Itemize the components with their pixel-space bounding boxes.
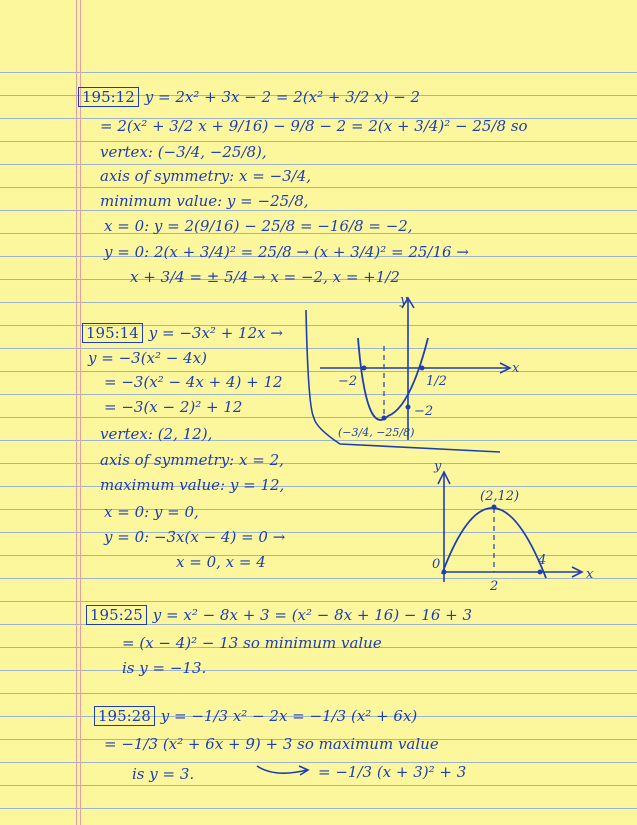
problem-195-25-line-2: = (x − 4)² − 13 so minimum value xyxy=(122,634,382,652)
problem-label: 195:28 xyxy=(94,706,155,726)
problem-195-12-line-3: vertex: (−3/4, −25/8), xyxy=(100,143,267,161)
tick-4-label: 4 xyxy=(538,553,547,568)
problem-195-12-line-8: x + 3/4 = ± 5/4 → x = −2, x = +1/2 xyxy=(130,268,400,286)
problem-195-12-line-7: y = 0: 2(x + 3/4)² = 25/8 → (x + 3/4)² = 25/16 → xyxy=(104,243,469,261)
problem-195-25-line-1: 195:25 y = x² − 8x + 3 = (x² − 8x + 16) − 16 + 3 xyxy=(86,606,472,624)
vertex-label: (−3/4, −25/8) xyxy=(338,426,415,439)
problem-195-14-line-9: y = 0: −3x(x − 4) = 0 → xyxy=(104,528,286,546)
root-right-label: 1/2 xyxy=(426,374,447,389)
margin-line xyxy=(76,0,77,825)
problem-195-14-line-3: = −3(x² − 4x + 4) + 12 xyxy=(104,373,283,391)
problem-label: 195:25 xyxy=(86,605,147,625)
problem-label: 195:12 xyxy=(78,87,139,107)
problem-195-12-line-4: axis of symmetry: x = −3/4, xyxy=(100,167,312,185)
graph-parabola-up xyxy=(300,288,530,458)
vertex-label: (2,12) xyxy=(480,489,520,504)
problem-195-14-line-7: maximum value: y = 12, xyxy=(100,476,285,494)
y-axis-label: y xyxy=(434,459,442,474)
tick-2-label: 2 xyxy=(490,579,499,594)
problem-label: 195:14 xyxy=(82,323,143,343)
problem-195-14-line-10: x = 0, x = 4 xyxy=(176,553,266,571)
problem-195-12-line-2: = 2(x² + 3/2 x + 9/16) − 9/8 − 2 = 2(x + 3/4)² − 25/8 so xyxy=(100,117,528,135)
graph-parabola-down xyxy=(420,460,600,595)
x-axis-label: x xyxy=(512,361,520,376)
problem-195-12-line-1: 195:12 y = 2x² + 3x − 2 = 2(x² + 3/2 x) − 2 xyxy=(78,88,420,106)
problem-195-28-line-3: is y = 3. xyxy=(132,765,195,783)
problem-195-28-line-4: = −1/3 (x + 3)² + 3 xyxy=(318,763,467,781)
problem-195-14-line-4: = −3(x − 2)² + 12 xyxy=(104,398,243,416)
problem-195-14-line-1: 195:14 y = −3x² + 12x → xyxy=(82,324,283,342)
x-axis-label: x xyxy=(586,567,594,582)
problem-195-14-line-8: x = 0: y = 0, xyxy=(104,503,199,521)
margin-line xyxy=(80,0,81,825)
problem-195-25-line-3: is y = −13. xyxy=(122,659,207,677)
origin-label: 0 xyxy=(432,557,441,572)
arrow-icon xyxy=(255,760,315,780)
top-margin xyxy=(0,0,637,70)
problem-195-14-line-5: vertex: (2, 12), xyxy=(100,425,213,443)
problem-195-28-line-1: 195:28 y = −1/3 x² − 2x = −1/3 (x² + 6x) xyxy=(94,707,417,725)
root-left-label: −2 xyxy=(338,374,358,389)
y-intercept-label: −2 xyxy=(414,404,434,419)
problem-195-14-line-2: y = −3(x² − 4x) xyxy=(88,349,207,367)
problem-195-14-line-6: axis of symmetry: x = 2, xyxy=(100,451,284,469)
y-axis-label: y xyxy=(400,293,408,308)
problem-195-12-line-5: minimum value: y = −25/8, xyxy=(100,192,309,210)
problem-195-28-line-2: = −1/3 (x² + 6x + 9) + 3 so maximum value xyxy=(104,735,439,753)
problem-195-12-line-6: x = 0: y = 2(9/16) − 25/8 = −16/8 = −2, xyxy=(104,217,413,235)
